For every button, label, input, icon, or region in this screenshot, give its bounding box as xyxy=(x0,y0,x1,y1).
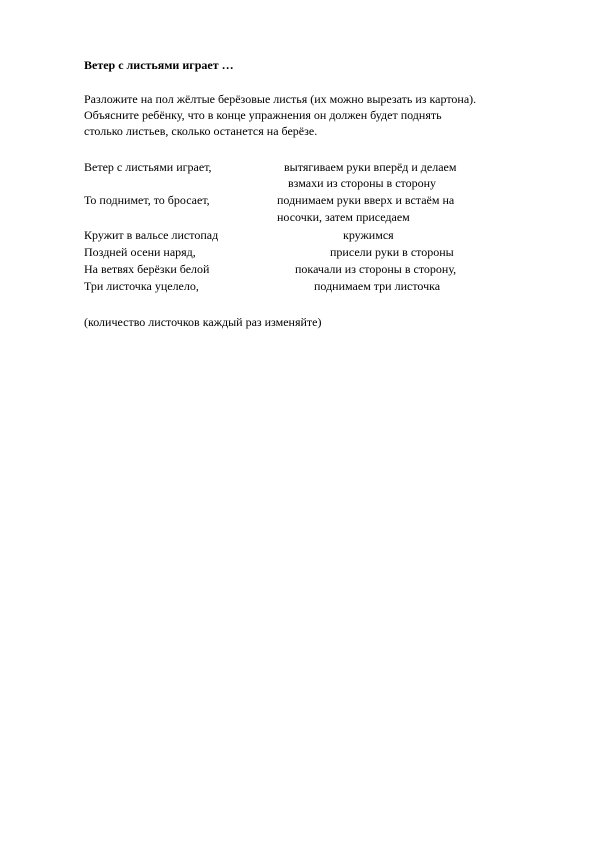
poem-verse-5: На ветвях берёзки белой xyxy=(84,262,210,276)
poem-verse-6: Три листочка уцелело, xyxy=(84,279,199,293)
closing-note: (количество листочков каждый раз изменяйте) xyxy=(84,315,322,329)
intro-line-3: столько листьев, сколько останется на берёзе. xyxy=(84,124,318,138)
poem-verse-1: Ветер с листьями играет, xyxy=(84,160,212,174)
poem-action-1b: взмахи из стороны в сторону xyxy=(288,176,437,190)
intro-line-1: Разложите на пол жёлтые берёзовые листья (их можно вырезать из картона). xyxy=(84,92,477,106)
intro-line-2: Объясните ребёнку, что в конце упражнения он должен будет поднять xyxy=(84,108,442,122)
poem-action-1a: вытягиваем руки вперёд и делаем xyxy=(284,160,457,174)
poem-verse-4: Поздней осени наряд, xyxy=(84,245,196,259)
poem-verse-3: Кружит в вальсе листопад xyxy=(84,228,219,242)
poem-action-3: кружимся xyxy=(343,228,394,242)
poem-action-4: присели руки в стороны xyxy=(330,245,454,259)
poem-action-2b: носочки, затем приседаем xyxy=(277,210,410,224)
poem-action-5: покачали из стороны в сторону, xyxy=(295,262,457,276)
poem-action-2a: поднимаем руки вверх и встаём на xyxy=(277,193,455,207)
poem-verse-2: То поднимет, то бросает, xyxy=(84,193,210,207)
document-title: Ветер с листьями играет … xyxy=(84,58,234,72)
poem-action-6: поднимаем три листочка xyxy=(314,279,441,293)
